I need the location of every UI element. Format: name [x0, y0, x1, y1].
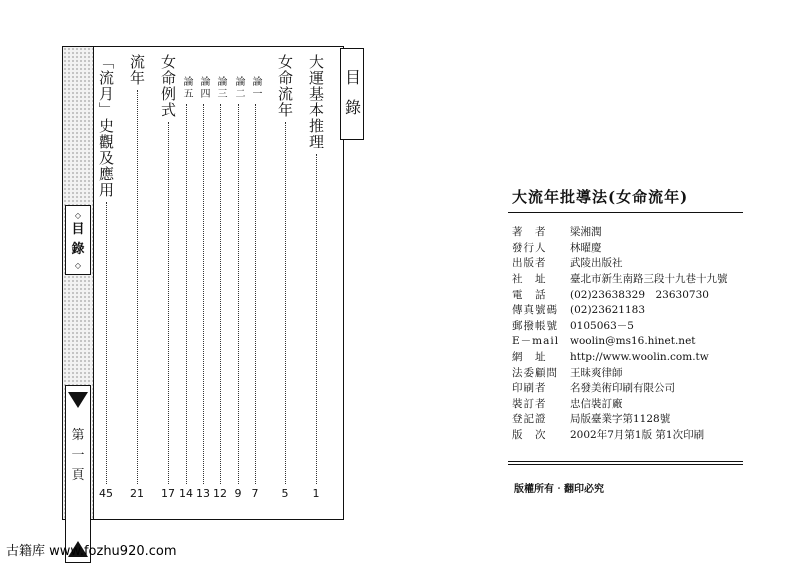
toc-entry-page: 17: [161, 487, 175, 500]
toc-entry-title: 論二: [233, 76, 244, 100]
colophon-row: [512, 364, 752, 380]
colophon-row: [512, 380, 752, 396]
colophon-value: 0105063－5: [570, 319, 634, 332]
toc-dot-leader: [238, 104, 239, 484]
colophon-value: 名發美術印刷有限公司: [570, 382, 675, 395]
colophon-value: (02)23621183: [570, 303, 645, 316]
page-number-box: [65, 385, 91, 563]
colophon-label: 版 次: [512, 429, 547, 442]
page-number-char: 頁: [71, 468, 85, 483]
toc-entry: [96, 54, 116, 500]
colophon-row: [512, 286, 752, 302]
toc-dot-leader: [137, 90, 138, 484]
toc-dot-leader: [285, 122, 286, 484]
colophon-value: 武陵出版社: [570, 257, 623, 270]
toc-entry-page: 1: [312, 487, 320, 500]
colophon-row: [512, 224, 752, 240]
colophon-value: 臺北市新生南路三段十九巷十九號: [570, 273, 728, 286]
copyright-notice: 版權所有‧翻印必究: [514, 484, 604, 495]
colophon-label: 網 址: [512, 351, 547, 364]
colophon-label: 電 話: [512, 288, 547, 301]
colophon-value: (02)23638329 23630730: [570, 288, 709, 301]
colophon-value: 梁湘潤: [570, 226, 602, 239]
toc-entry: [228, 54, 248, 500]
toc-entry-title: 女命流年: [276, 54, 294, 118]
side-strip: [62, 46, 94, 520]
toc-entry-page: 14: [179, 487, 193, 500]
colophon-label: 發行人: [512, 241, 547, 254]
strip-title-char: 錄: [71, 242, 85, 257]
toc-entry: [176, 54, 196, 500]
toc-dot-leader: [203, 104, 204, 484]
toc-entry-title: 流年: [128, 54, 146, 86]
toc-entry-page: 5: [281, 487, 289, 500]
colophon-row: [512, 333, 752, 349]
colophon-label: 著 者: [512, 226, 547, 239]
toc-dot-leader: [220, 104, 221, 484]
strip-title-char: 目: [71, 222, 85, 237]
toc-dot-leader: [255, 104, 256, 484]
toc-entry-title: 女命例式: [159, 54, 177, 118]
colophon-label: 登記證: [512, 413, 547, 426]
colophon-row: [512, 271, 752, 287]
toc-entry: [275, 54, 295, 500]
colophon-row: [512, 240, 752, 256]
toc-entry-title: 論五: [181, 76, 192, 100]
colophon-value: 忠信裝訂廠: [570, 397, 623, 410]
colophon-row: [512, 411, 752, 427]
toc-entry: [127, 54, 147, 500]
strip-title-box: [65, 205, 91, 275]
toc-entry-page: 13: [196, 487, 210, 500]
toc-entry-page: 21: [130, 487, 144, 500]
colophon-value: http://www.woolin.com.tw: [570, 350, 709, 363]
toc-dot-leader: [106, 202, 107, 484]
colophon-value: 林曜慶: [570, 241, 602, 254]
toc-entry: [158, 54, 178, 500]
colophon-row: [512, 318, 752, 334]
toc-dot-leader: [186, 104, 187, 484]
site-watermark: 古籍库 www.fozhu920.com: [6, 544, 177, 559]
toc-entry-page: 7: [251, 487, 259, 500]
toc-entry-title: 「流月」史觀及應用: [97, 54, 115, 198]
colophon-label: 社 址: [512, 273, 547, 286]
colophon-value: 局版臺業字第1128號: [570, 413, 671, 426]
colophon-value: 2002年7月第1版 第1次印刷: [570, 429, 705, 442]
toc-entry: [210, 54, 230, 500]
colophon-value: woolin@ms16.hinet.net: [570, 334, 696, 347]
book-title: 大流年批導法(女命流年): [512, 188, 689, 206]
colophon-row: [512, 427, 752, 443]
colophon-label: 裝訂者: [512, 397, 547, 410]
triangle-down-icon: [68, 392, 88, 408]
colophon-row: [512, 255, 752, 271]
toc-entry: [245, 54, 265, 500]
page-number-char: 第: [71, 428, 85, 443]
toc-entry: [306, 54, 326, 500]
toc-entry: [193, 54, 213, 500]
colophon-label: 法委顧問: [512, 366, 558, 379]
colophon-row: [512, 396, 752, 412]
colophon-row: [512, 302, 752, 318]
divider: [508, 212, 743, 213]
colophon-label: 印刷者: [512, 382, 547, 395]
colophon-label: 郵撥帳號: [512, 319, 558, 332]
toc-heading: 目錄: [340, 48, 364, 140]
colophon-label: 出版者: [512, 257, 547, 270]
toc-dot-leader: [316, 154, 317, 484]
colophon-row: [512, 349, 752, 365]
toc-entry-page: 9: [234, 487, 242, 500]
diamond-icon: ◇: [74, 210, 82, 220]
divider: [508, 464, 743, 465]
toc-dot-leader: [168, 122, 169, 484]
colophon-value: 王昧爽律師: [570, 366, 623, 379]
toc-entry-title: 論四: [198, 76, 209, 100]
colophon-label: E－mail: [512, 335, 560, 348]
toc-entry-page: 12: [213, 487, 227, 500]
toc-entry-title: 論三: [215, 76, 226, 100]
page-number-char: 一: [71, 448, 85, 463]
divider: [508, 461, 743, 462]
colophon-info: [512, 224, 752, 442]
toc-entry-title: 論一: [250, 76, 261, 100]
toc-entry-title: 大運基本推理: [307, 54, 325, 150]
colophon-label: 傳真號碼: [512, 304, 558, 317]
diamond-icon: ◇: [74, 260, 82, 270]
toc-entry-page: 45: [99, 487, 113, 500]
